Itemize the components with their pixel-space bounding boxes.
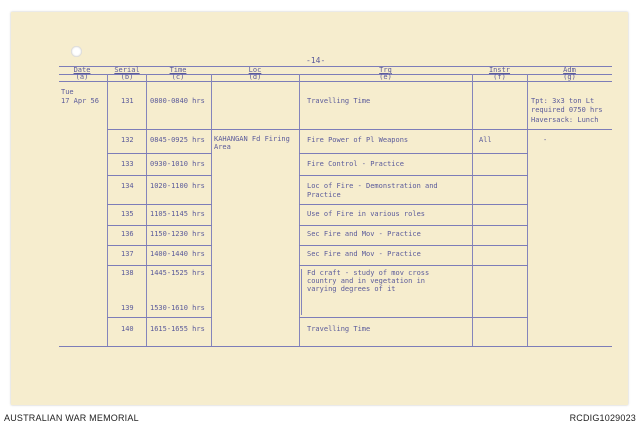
row-rule bbox=[107, 153, 212, 154]
time: 0845-0925 hrs bbox=[150, 136, 205, 144]
col-header-loc: Loc bbox=[248, 66, 262, 74]
footer-id: RCDIG1029023 bbox=[569, 413, 636, 423]
training: Practice bbox=[307, 191, 341, 199]
serial: 137 bbox=[121, 250, 134, 258]
col-ref-time: (c) bbox=[171, 73, 185, 81]
row-rule bbox=[299, 317, 528, 318]
punch-hole bbox=[71, 46, 82, 57]
row-rule bbox=[107, 129, 612, 130]
time: 1530-1610 hrs bbox=[150, 304, 205, 312]
row-rule bbox=[107, 265, 212, 266]
serial: 140 bbox=[121, 325, 134, 333]
page-number: -14- bbox=[306, 56, 326, 65]
training: Sec Fire and Mov - Practice bbox=[307, 230, 421, 238]
time: 0930-1010 hrs bbox=[150, 160, 205, 168]
row-rule bbox=[299, 225, 528, 226]
adm-line: required 0750 hrs bbox=[531, 106, 603, 114]
adm-line: Tpt: 3x3 ton Lt bbox=[531, 97, 595, 105]
row-rule bbox=[299, 245, 528, 246]
serial: 133 bbox=[121, 160, 134, 168]
serial: 134 bbox=[121, 182, 134, 190]
col-rule bbox=[146, 74, 147, 346]
col-rule bbox=[472, 74, 473, 346]
col-ref-date: (a) bbox=[75, 73, 89, 81]
time: 0800-0840 hrs bbox=[150, 97, 205, 105]
serial: 131 bbox=[121, 97, 134, 105]
row-rule bbox=[107, 175, 212, 176]
col-ref-instr: (f) bbox=[493, 73, 506, 81]
col-header-serial: Serial bbox=[114, 66, 140, 74]
time: 1400-1440 hrs bbox=[150, 250, 205, 258]
col-header-instr: Instr bbox=[488, 66, 511, 74]
location-line: Area bbox=[214, 143, 231, 151]
date-value: 17 Apr 56 bbox=[61, 97, 99, 105]
col-header-date: Date bbox=[73, 66, 91, 74]
header-bottom-rule bbox=[59, 81, 612, 82]
col-ref-trg: (e) bbox=[379, 73, 392, 81]
location-line: KAHANGAN Fd Firing bbox=[214, 135, 290, 143]
row-rule bbox=[299, 265, 528, 266]
training: Fire Control - Practice bbox=[307, 160, 404, 168]
col-rule bbox=[299, 74, 300, 346]
training: varying degrees of it bbox=[307, 285, 396, 293]
serial: 135 bbox=[121, 210, 134, 218]
time: 1020-1100 hrs bbox=[150, 182, 205, 190]
col-header-adm: Adm bbox=[563, 66, 576, 74]
time: 1150-1230 hrs bbox=[150, 230, 205, 238]
instructor: All bbox=[479, 136, 492, 144]
row-rule bbox=[107, 225, 212, 226]
col-header-trg: Trg bbox=[379, 66, 392, 74]
time: 1445-1525 hrs bbox=[150, 269, 205, 277]
serial: 139 bbox=[121, 304, 134, 312]
time: 1105-1145 hrs bbox=[150, 210, 205, 218]
training: Sec Fire and Mov - Practice bbox=[307, 250, 421, 258]
training: Loc of Fire - Demonstration and bbox=[307, 182, 438, 190]
table-bottom-rule bbox=[59, 346, 612, 347]
col-ref-adm: (g) bbox=[563, 73, 576, 81]
row-rule bbox=[107, 317, 212, 318]
time: 1615-1655 hrs bbox=[150, 325, 205, 333]
row-rule bbox=[107, 245, 212, 246]
row-rule bbox=[107, 204, 212, 205]
col-ref-serial: (b) bbox=[120, 73, 134, 81]
serial: 138 bbox=[121, 269, 134, 277]
row-rule bbox=[299, 153, 528, 154]
training: Use of Fire in various roles bbox=[307, 210, 426, 218]
row-rule bbox=[299, 204, 528, 205]
training: country and in vegetation in bbox=[307, 277, 426, 285]
col-rule bbox=[527, 74, 528, 346]
training: Fire Power of Pl Weapons bbox=[307, 136, 409, 144]
col-rule bbox=[107, 74, 108, 346]
date-day: Tue bbox=[61, 88, 74, 96]
col-header-time: Time bbox=[169, 66, 187, 74]
training: Fd craft - study of mov cross bbox=[307, 269, 430, 277]
training: Travelling Time bbox=[307, 97, 371, 105]
training: Travelling Time bbox=[307, 325, 371, 333]
bracket-line bbox=[301, 269, 302, 315]
document-page bbox=[11, 12, 628, 405]
row-rule bbox=[299, 175, 528, 176]
col-rule bbox=[211, 74, 212, 346]
footer-source: AUSTRALIAN WAR MEMORIAL bbox=[4, 413, 139, 423]
adm-line: Haversack: Lunch bbox=[531, 116, 599, 124]
serial: 132 bbox=[121, 136, 134, 144]
serial: 136 bbox=[121, 230, 134, 238]
adm-line: - bbox=[543, 136, 548, 144]
col-ref-loc: (d) bbox=[248, 73, 262, 81]
